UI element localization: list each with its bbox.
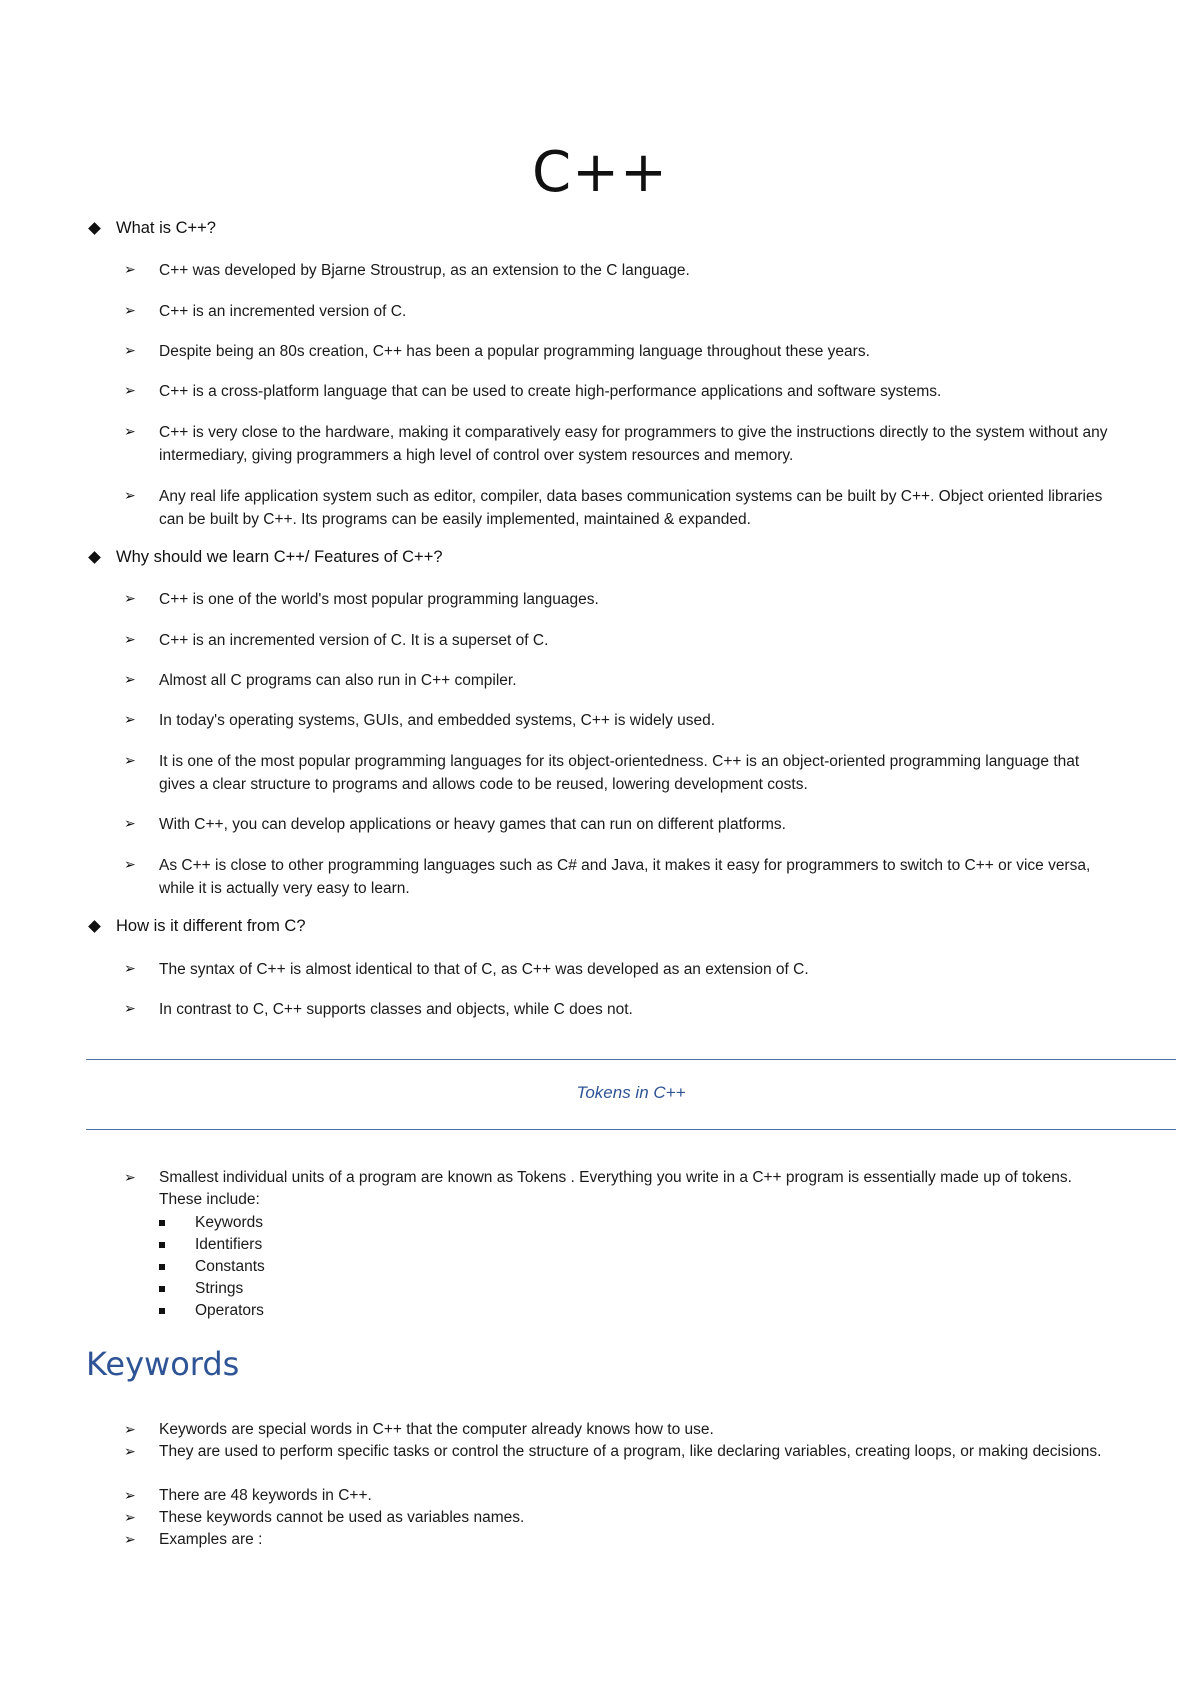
keywords-heading: Keywords [86,1345,240,1383]
diamond-bullet-icon [88,920,101,933]
diamond-bullet-icon [88,222,101,235]
arrow-bullet-icon: ➢ [124,383,136,399]
square-bullet-icon [159,1264,165,1270]
divider-top [86,1059,1176,1060]
arrow-bullet-icon: ➢ [124,961,136,977]
list-item: ➢ As C++ is close to other programming languages such as C# and Java, it makes it easy for programmers to switch to C++ or vice versa, while it is actually very easy to learn. [124,854,1119,900]
arrow-bullet-icon: ➢ [124,343,136,359]
arrow-bullet-icon: ➢ [124,1444,136,1460]
tokens-heading: Tokens in C++ [576,1083,686,1102]
token-type-item: Constants [159,1256,265,1278]
section-heading-text: How is it different from C? [116,917,306,935]
list-item: ➢ Keywords are special words in C++ that the computer already knows how to use. [124,1419,1119,1441]
arrow-bullet-icon: ➢ [124,1422,136,1438]
arrow-bullet-icon: ➢ [124,488,136,504]
list-item: ➢ In today's operating systems, GUIs, and embedded systems, C++ is widely used. [124,709,1119,732]
arrow-bullet-icon: ➢ [124,1488,136,1504]
section-heading-why-learn [86,548,443,567]
diamond-bullet-icon [88,551,101,564]
square-bullet-icon [159,1286,165,1292]
arrow-bullet-icon: ➢ [124,857,136,873]
arrow-bullet-icon: ➢ [124,816,136,832]
arrow-bullet-icon: ➢ [124,262,136,278]
list-item: ➢ C++ is very close to the hardware, making it comparatively easy for programmers to give the instructions directly to the system without any intermediary, giving programmers a high level of control over system resources and memory. [124,421,1119,467]
arrow-bullet-icon: ➢ [124,303,136,319]
list-item: ➢ The syntax of C++ is almost identical to that of C, as C++ was developed as an extension of C. [124,958,1119,981]
list-item: ➢ Despite being an 80s creation, C++ has been a popular programming language throughout these years. [124,340,1119,363]
list-item: ➢ C++ is a cross-platform language that can be used to create high-performance applications and software systems. [124,380,1119,403]
arrow-bullet-icon: ➢ [124,632,136,648]
list-item: ➢ C++ was developed by Bjarne Stroustrup, as an extension to the C language. [124,259,1119,282]
list-item: ➢ They are used to perform specific tasks or control the structure of a program, like declaring variables, creating loops, or making decisions. [124,1441,1119,1463]
list-item: ➢ Examples are : [124,1529,1119,1551]
list-item: ➢ There are 48 keywords in C++. [124,1485,1119,1507]
arrow-bullet-icon: ➢ [124,424,136,440]
list-item: ➢ It is one of the most popular programming languages for its object-orientedness. C++ is an object-oriented programming language that gives a clear structure to programs and allows code to be reused, lowering development costs. [124,750,1119,796]
token-type-item: Strings [159,1278,243,1300]
square-bullet-icon [159,1220,165,1226]
token-type-item: Identifiers [159,1234,262,1256]
list-item: ➢ These keywords cannot be used as variables names. [124,1507,1119,1529]
divider-bottom [86,1129,1176,1130]
section-heading-text: Why should we learn C++/ Features of C++? [116,548,443,566]
list-item: ➢ C++ is one of the world's most popular programming languages. [124,588,1119,611]
token-type-item: Keywords [159,1212,263,1234]
list-item: ➢ C++ is an incremented version of C. [124,300,1119,323]
token-type-item: Operators [159,1300,264,1322]
list-item: ➢ Any real life application system such as editor, compiler, data bases communication systems can be built by C++. Object oriented libraries can be built by C++. Its programs can be easily implemented, maintained & expanded. [124,485,1119,531]
section-heading-text: What is C++? [116,219,216,237]
list-item: ➢ Almost all C programs can also run in C++ compiler. [124,669,1119,692]
square-bullet-icon [159,1308,165,1314]
section-heading-what-is [86,219,216,238]
list-item: ➢ With C++, you can develop applications or heavy games that can run on different platforms. [124,813,1119,836]
arrow-bullet-icon: ➢ [124,672,136,688]
arrow-bullet-icon: ➢ [124,1510,136,1526]
list-item: ➢ Smallest individual units of a program are known as Tokens . Everything you write in a C++ program is essentially made up of tokens. These include: [124,1167,1119,1211]
square-bullet-icon [159,1242,165,1248]
arrow-bullet-icon: ➢ [124,591,136,607]
page-title: C++ [532,140,668,205]
list-item: ➢ In contrast to C, C++ supports classes and objects, while C does not. [124,998,1119,1021]
arrow-bullet-icon: ➢ [124,1170,136,1186]
arrow-bullet-icon: ➢ [124,1001,136,1017]
arrow-bullet-icon: ➢ [124,712,136,728]
section-heading-difference [86,917,306,936]
list-item: ➢ C++ is an incremented version of C. It is a superset of C. [124,629,1119,652]
arrow-bullet-icon: ➢ [124,1532,136,1548]
arrow-bullet-icon: ➢ [124,753,136,769]
